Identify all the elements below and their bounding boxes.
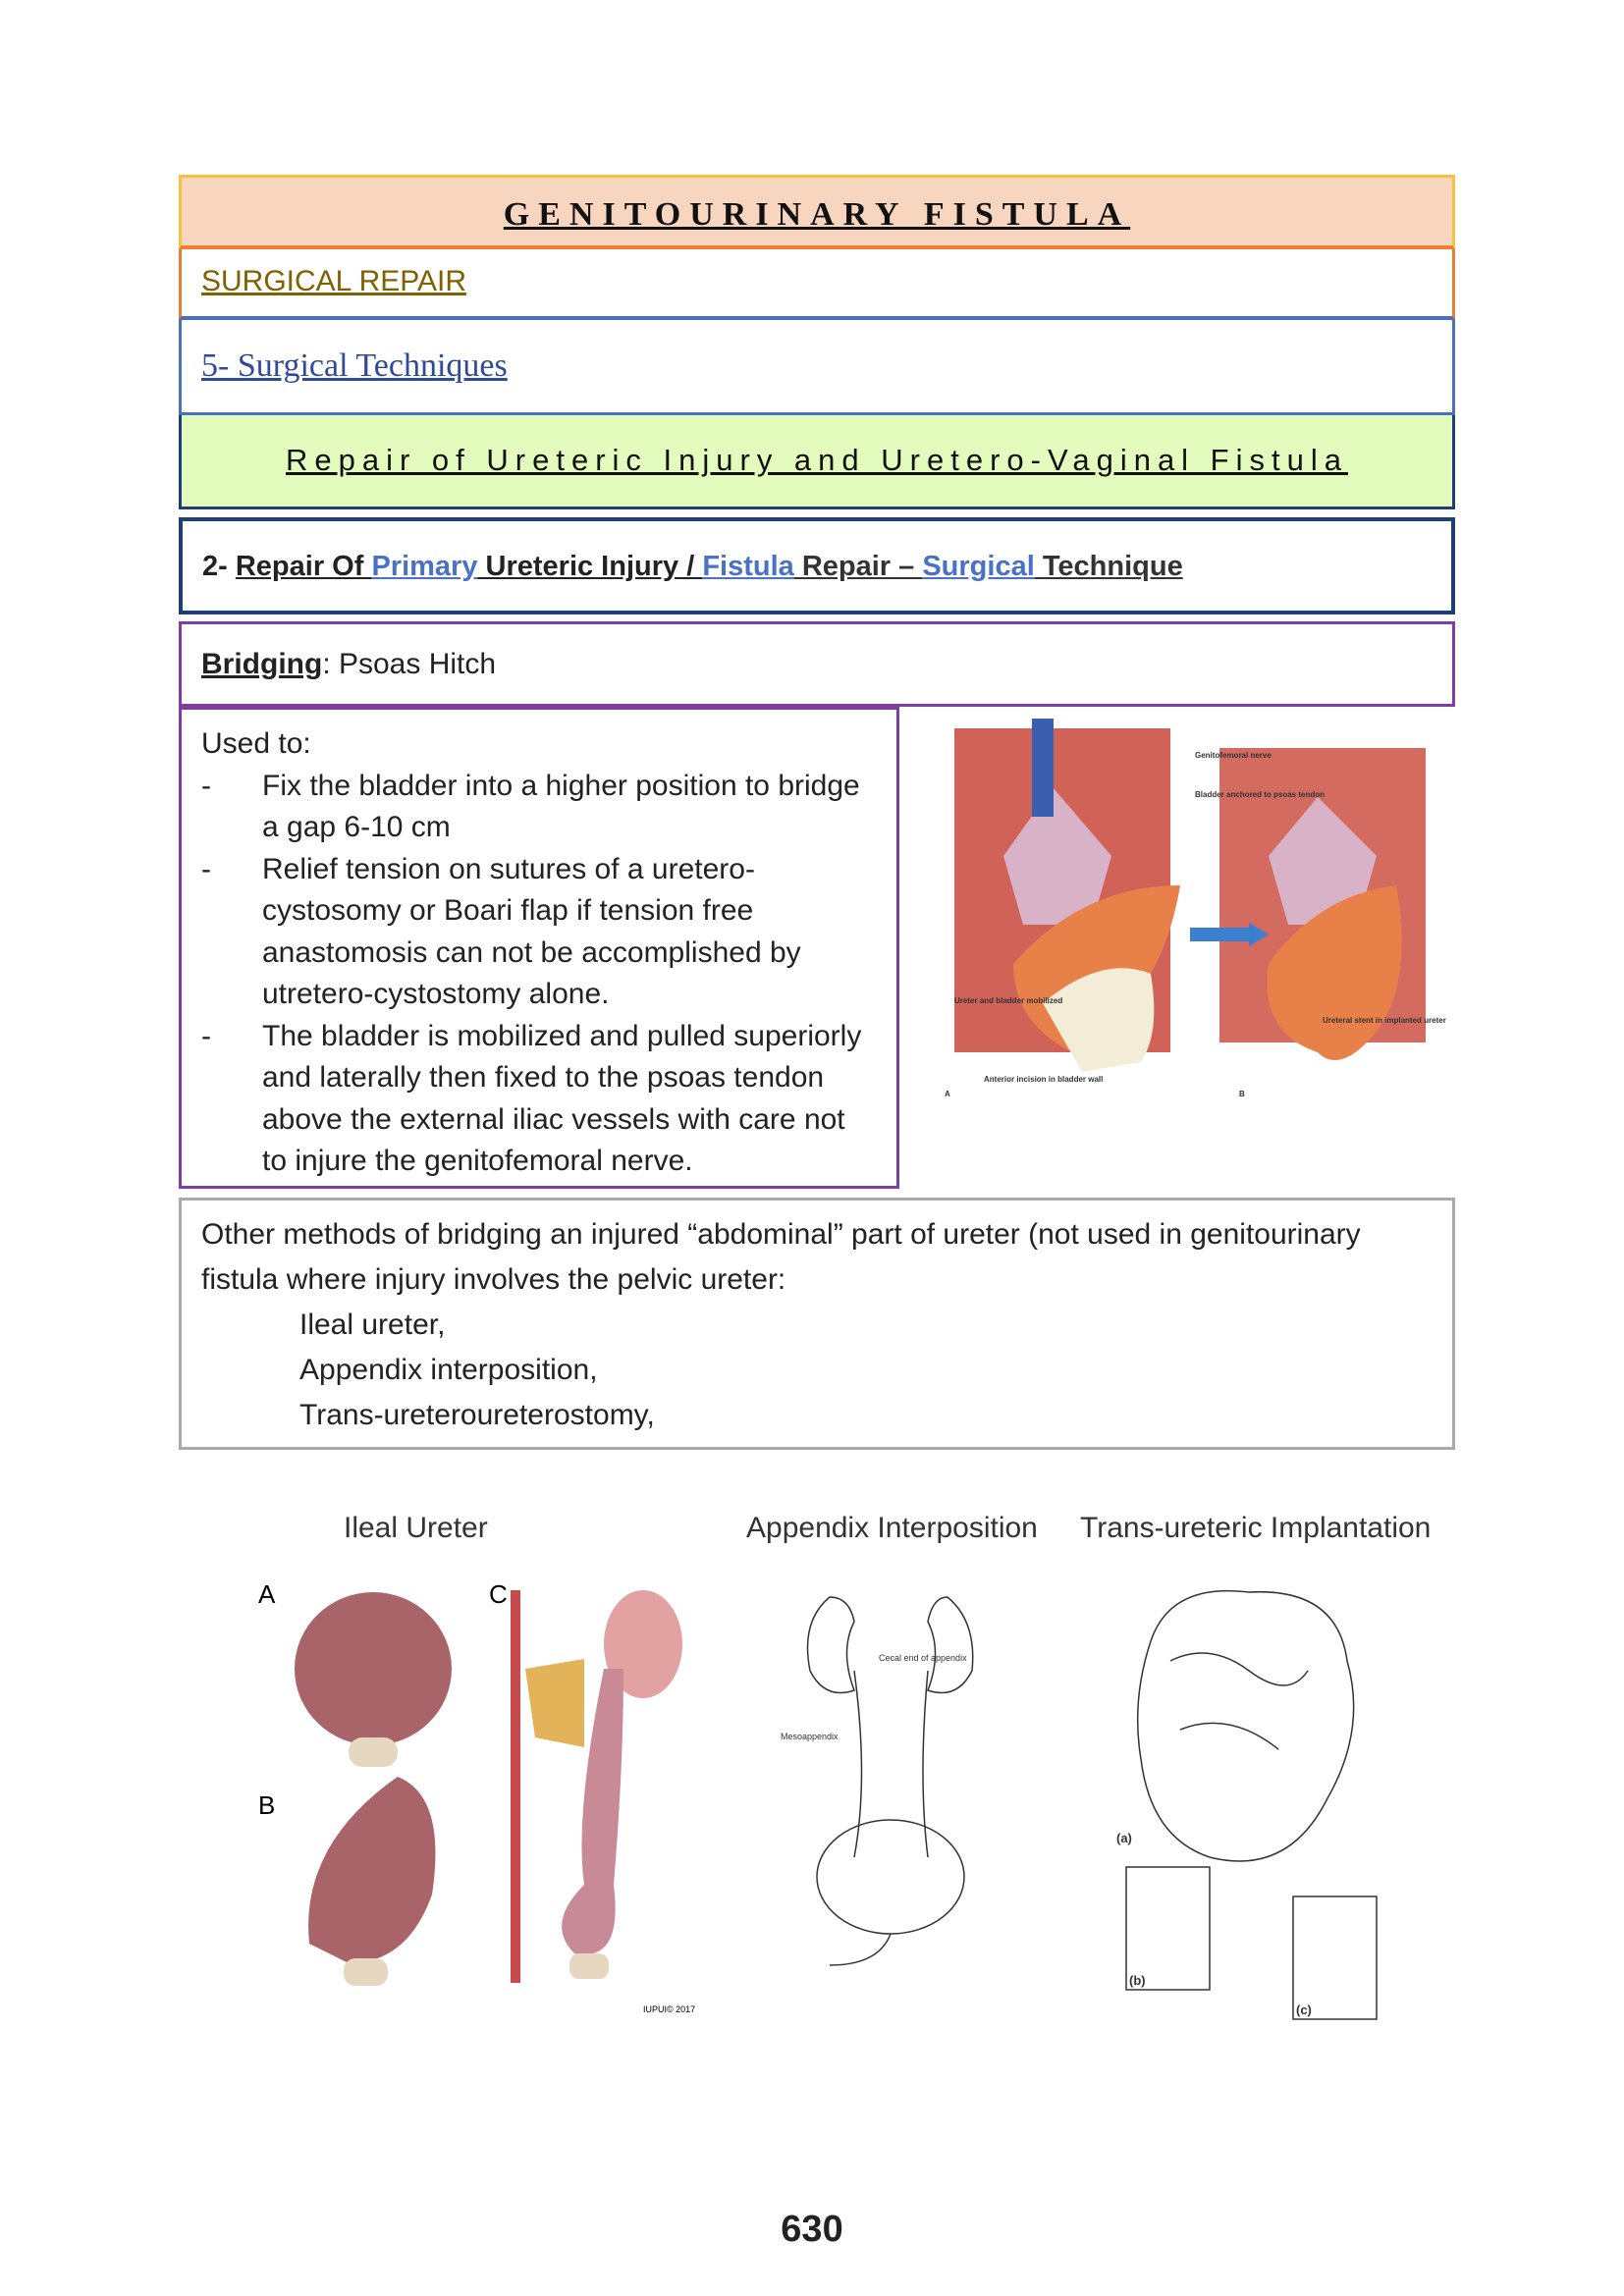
section-row: [179, 249, 1455, 320]
method-item: Trans-ureteroureterostomy,: [299, 1399, 655, 1431]
heading-part: Ureteric Injury /: [477, 551, 703, 582]
trans-ureteric-illustration: [1111, 1582, 1406, 2024]
heading-part: Surgical: [922, 551, 1035, 582]
heading-part: Fistula: [702, 551, 794, 582]
appendix-caption: Appendix Interposition: [746, 1512, 1038, 1544]
heading-part: Repair Of: [235, 551, 372, 582]
list-item-text: Relief tension on sutures of a uretero-cystosomy or Boari flap if tension free anastomosis can not be accomplished by utretero-cystostomy alone.: [262, 852, 801, 1010]
psoas-hitch-illustration: [905, 709, 1458, 1119]
panel-label: (b): [1129, 1973, 1146, 1988]
list-item: - Fix the bladder into a higher position to bridge a gap 6-10 cm: [201, 766, 877, 849]
panel-label: (a): [1116, 1831, 1132, 1845]
image-credit: IUPUI© 2017: [643, 2004, 696, 2014]
subsection-row: [179, 320, 1455, 415]
panel-label: B: [1239, 1090, 1245, 1098]
chapter-header: [179, 175, 1455, 249]
heading-part: Primary: [371, 551, 478, 582]
other-methods-text: Other methods of bridging an injured “abdominal” part of ureter (not used in genitourinary fistula where injury involves the pelvic ureter:: [201, 1218, 1361, 1296]
figure-label: Mesoappendix: [781, 1732, 839, 1741]
subsection-title: 5- Surgical Techniques: [201, 347, 508, 384]
method-item: Ileal ureter,: [299, 1308, 446, 1341]
appendix-interposition-illustration: [781, 1582, 1021, 1975]
bridging-label: Bridging: [201, 648, 323, 680]
section-title: SURGICAL REPAIR: [201, 265, 467, 297]
panel-label: A: [258, 1579, 276, 1609]
method-item: Appendix interposition,: [299, 1354, 598, 1386]
chapter-title: GENITOURINARY FISTULA: [503, 196, 1131, 233]
heading-part: Repair –: [793, 551, 923, 582]
repair-heading: [179, 517, 1455, 614]
bridging-row: [179, 621, 1455, 707]
ileal-ureter-caption: Ileal Ureter: [344, 1512, 488, 1544]
list-item: - The bladder is mobilized and pulled superiorly and laterally then fixed to the psoas tendon above the external iliac vessels with care not to injure the genitofemoral nerve.: [201, 1016, 877, 1183]
figure-label: Anterior incision in bladder wall: [984, 1075, 1104, 1084]
other-methods-box: [179, 1198, 1455, 1450]
page-number: 630: [781, 2209, 843, 2250]
figure-label: Ureteral stent in implanted ureter: [1323, 1016, 1446, 1025]
list-item-text: Fix the bladder into a higher position to bridge a gap 6-10 cm: [262, 769, 860, 843]
figure-label: Genitofemoral nerve: [1195, 751, 1272, 760]
used-to-box: [179, 707, 899, 1189]
panel-label: B: [258, 1790, 276, 1820]
heading-part: Technique: [1034, 551, 1183, 582]
heading-prefix: 2-: [202, 551, 236, 582]
figure-label: Bladder anchored to psoas tendon: [1195, 790, 1326, 799]
bridging-value: : Psoas Hitch: [322, 648, 497, 680]
list-item-text: The bladder is mobilized and pulled superiorly and laterally then fixed to the psoas tendon above the external iliac vessels with care not to injure the genitofemoral nerve.: [262, 1019, 862, 1177]
topic-row: [179, 415, 1455, 509]
figure-label: Cecal end of appendix: [879, 1653, 967, 1663]
panel-label: C: [489, 1579, 508, 1609]
panel-label: A: [945, 1090, 950, 1098]
panel-label: (c): [1296, 2002, 1312, 2017]
figure-label: Ureter and bladder mobilized: [954, 996, 1063, 1005]
list-item: - Relief tension on sutures of a uretero-cystosomy or Boari flap if tension free anastomosis can not be accomplished by utretero-cystostomy alone.: [201, 849, 877, 1016]
topic-title: Repair of Ureteric Injury and Uretero-Vaginal Fistula: [285, 443, 1348, 477]
used-to-intro: Used to:: [201, 727, 311, 760]
trans-ureteric-caption: Trans-ureteric Implantation: [1080, 1512, 1432, 1544]
ileal-ureter-illustration: [250, 1571, 702, 2022]
